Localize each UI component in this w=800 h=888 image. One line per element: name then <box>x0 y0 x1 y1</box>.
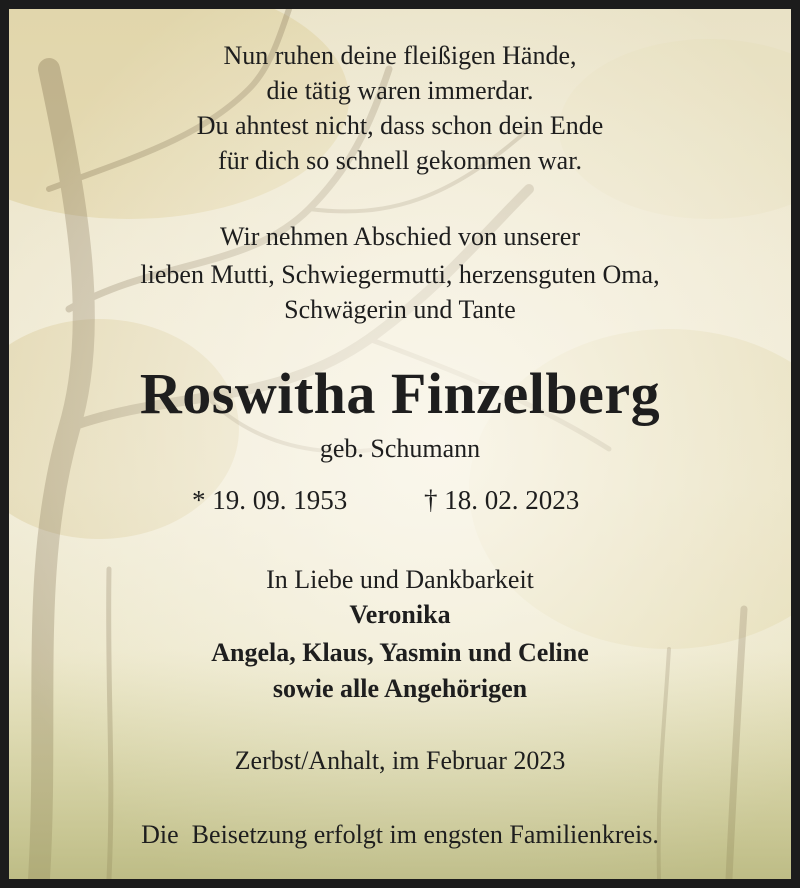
intro-line-2: lieben Mutti, Schwiegermutti, herzensguten Oma, <box>140 260 660 289</box>
obituary-text <box>9 9 791 879</box>
poem-line-2: die tätig waren immerdar. <box>266 76 534 105</box>
birth-date: * 19. 09. 1953 <box>192 485 348 515</box>
funeral-note: Die Beisetzung erfolgt im engsten Familienkreis. <box>141 820 659 849</box>
intro-line-1: Wir nehmen Abschied von unserer <box>220 222 580 251</box>
poem-line-4: für dich so schnell gekommen war. <box>218 146 582 175</box>
mourner-line-1: Veronika <box>349 600 451 629</box>
maiden-name: geb. Schumann <box>319 434 481 463</box>
mourner-line-2: Angela, Klaus, Yasmin und Celine <box>211 638 589 667</box>
poem-line-3: Du ahntest nicht, dass schon dein Ende <box>196 111 604 140</box>
mourners-intro: In Liebe und Dankbarkeit <box>266 565 534 594</box>
place-date: Zerbst/Anhalt, im Februar 2023 <box>234 746 566 775</box>
intro-line-3: Schwägerin und Tante <box>284 295 516 324</box>
mourner-line-3: sowie alle Angehörigen <box>272 674 528 703</box>
death-date: † 18. 02. 2023 <box>424 485 580 515</box>
poem-line-1: Nun ruhen deine fleißigen Hände, <box>223 41 577 70</box>
deceased-name: Roswitha Finzelberg <box>139 361 661 426</box>
life-dates <box>9 483 791 517</box>
